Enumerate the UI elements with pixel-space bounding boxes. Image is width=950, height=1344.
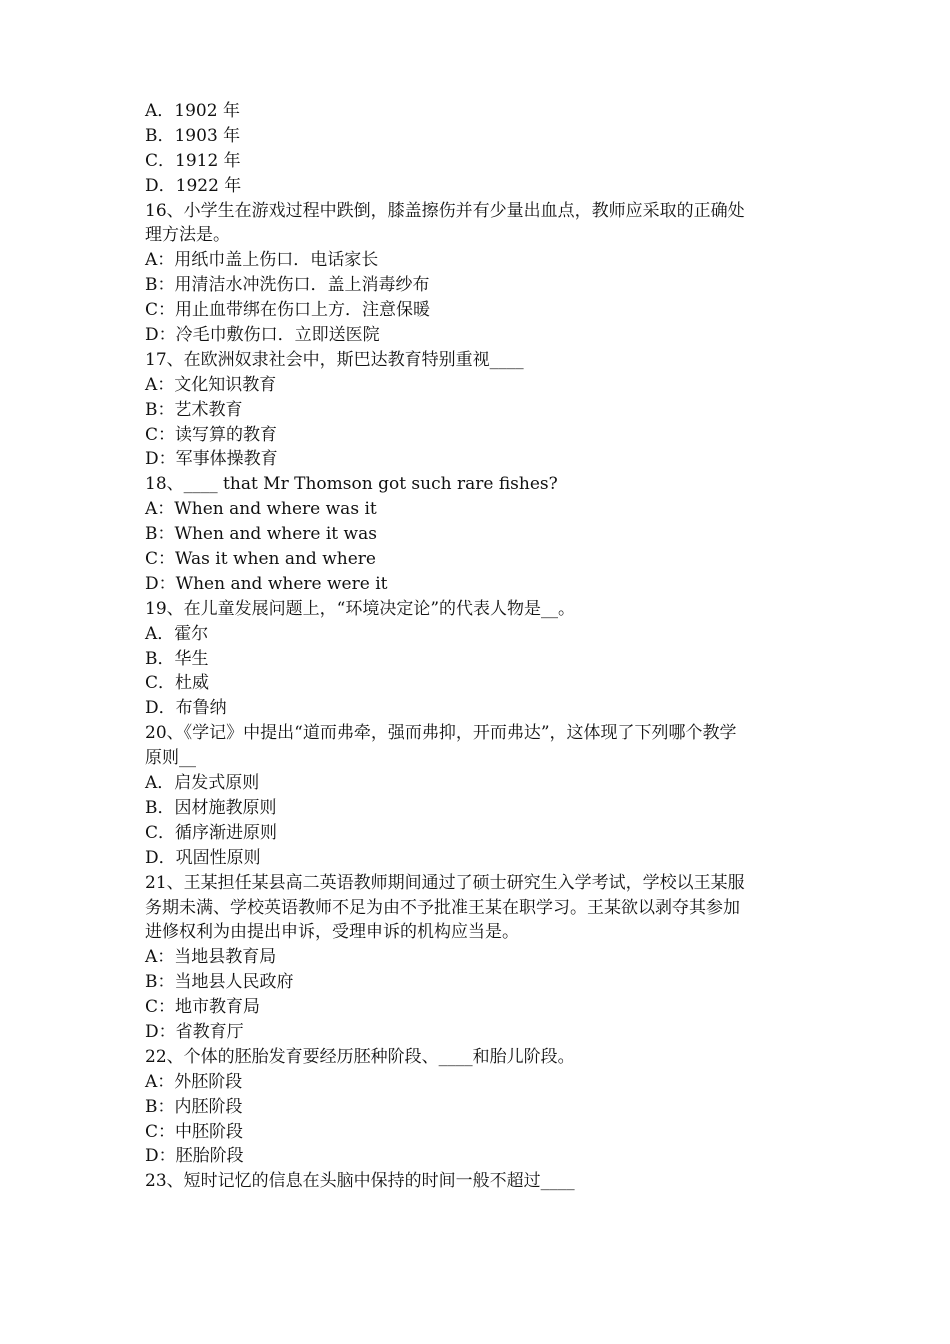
option-15c: C．1912 年 (145, 150, 241, 171)
option-20d: D．巩固性原则 (145, 847, 261, 868)
option-22c: C：中胚阶段 (145, 1121, 244, 1142)
question-20-line-1: 20、《学记》中提出“道而弗牵，强而弗抑，开而弗达”，这体现了下列哪个教学 (145, 723, 737, 744)
option-16c: C：用止血带绑在伤口上方．注意保暖 (145, 300, 431, 321)
option-22b: B：内胚阶段 (145, 1096, 243, 1117)
option-17a: A：文化知识教育 (145, 374, 277, 395)
question-16-line-1: 16、小学生在游戏过程中跌倒，膝盖擦伤并有少量出血点，教师应采取的正确处 (145, 200, 745, 221)
option-18a: A：When and where was it (145, 499, 377, 520)
option-21d: D：省教育厅 (145, 1021, 244, 1042)
question-16-line-2: 理方法是。 (145, 225, 230, 246)
option-15b: B．1903 年 (145, 125, 241, 146)
option-17d: D：军事体操教育 (145, 449, 278, 470)
question-18: 18、____ that Mr Thomson got such rare fishes? (145, 474, 558, 495)
option-18d: D：When and where were it (145, 573, 388, 594)
option-21a: A：当地县教育局 (145, 947, 277, 968)
option-21b: B：当地县人民政府 (145, 972, 294, 993)
option-21c: C：地市教育局 (145, 997, 261, 1018)
option-15a: A．1902 年 (145, 101, 240, 121)
option-19c: C．杜威 (145, 673, 210, 694)
question-23: 23、短时记忆的信息在头脑中保持的时间一般不超过____ (145, 1171, 575, 1192)
option-17c: C：读写算的教育 (145, 424, 278, 445)
option-20b: B．因材施教原则 (145, 797, 277, 818)
option-15d: D．1922 年 (145, 175, 242, 196)
option-18c: C：Was it when and where (145, 549, 376, 570)
question-17: 17、在欧洲奴隶社会中，斯巴达教育特别重视____ (145, 349, 524, 370)
question-19: 19、在儿童发展问题上，“环境决定论”的代表人物是__。 (145, 598, 576, 619)
option-20c: C．循序渐进原则 (145, 822, 278, 843)
option-16b: B：用清洁水冲洗伤口．盖上消毒纱布 (145, 275, 430, 296)
option-17b: B：艺术教育 (145, 399, 243, 420)
question-21-line-3: 进修权利为由提出申诉，受理申诉的机构应当是。 (145, 922, 519, 943)
question-21-line-2: 务期未满、学校英语教师不足为由不予批准王某在职学习。王某欲以剥夺其参加 (145, 897, 740, 918)
option-20a: A．启发式原则 (145, 773, 260, 794)
question-21-line-1: 21、王某担任某县高二英语教师期间通过了硕士研究生入学考试，学校以王某服 (145, 872, 745, 893)
option-22a: A：外胚阶段 (145, 1071, 243, 1092)
option-16d: D：冷毛巾敷伤口．立即送医院 (145, 325, 380, 346)
option-16a: A：用纸巾盖上伤口．电话家长 (145, 250, 379, 271)
document-body (145, 99, 815, 1194)
option-22d: D：胚胎阶段 (145, 1146, 244, 1167)
option-19b: B．华生 (145, 648, 209, 669)
question-20-line-2: 原则__ (145, 748, 196, 769)
option-19a: A．霍尔 (145, 623, 209, 644)
question-22: 22、个体的胚胎发育要经历胚种阶段、____和胎儿阶段。 (145, 1046, 575, 1067)
option-18b: B：When and where it was (145, 524, 377, 545)
option-19d: D．布鲁纳 (145, 698, 227, 719)
